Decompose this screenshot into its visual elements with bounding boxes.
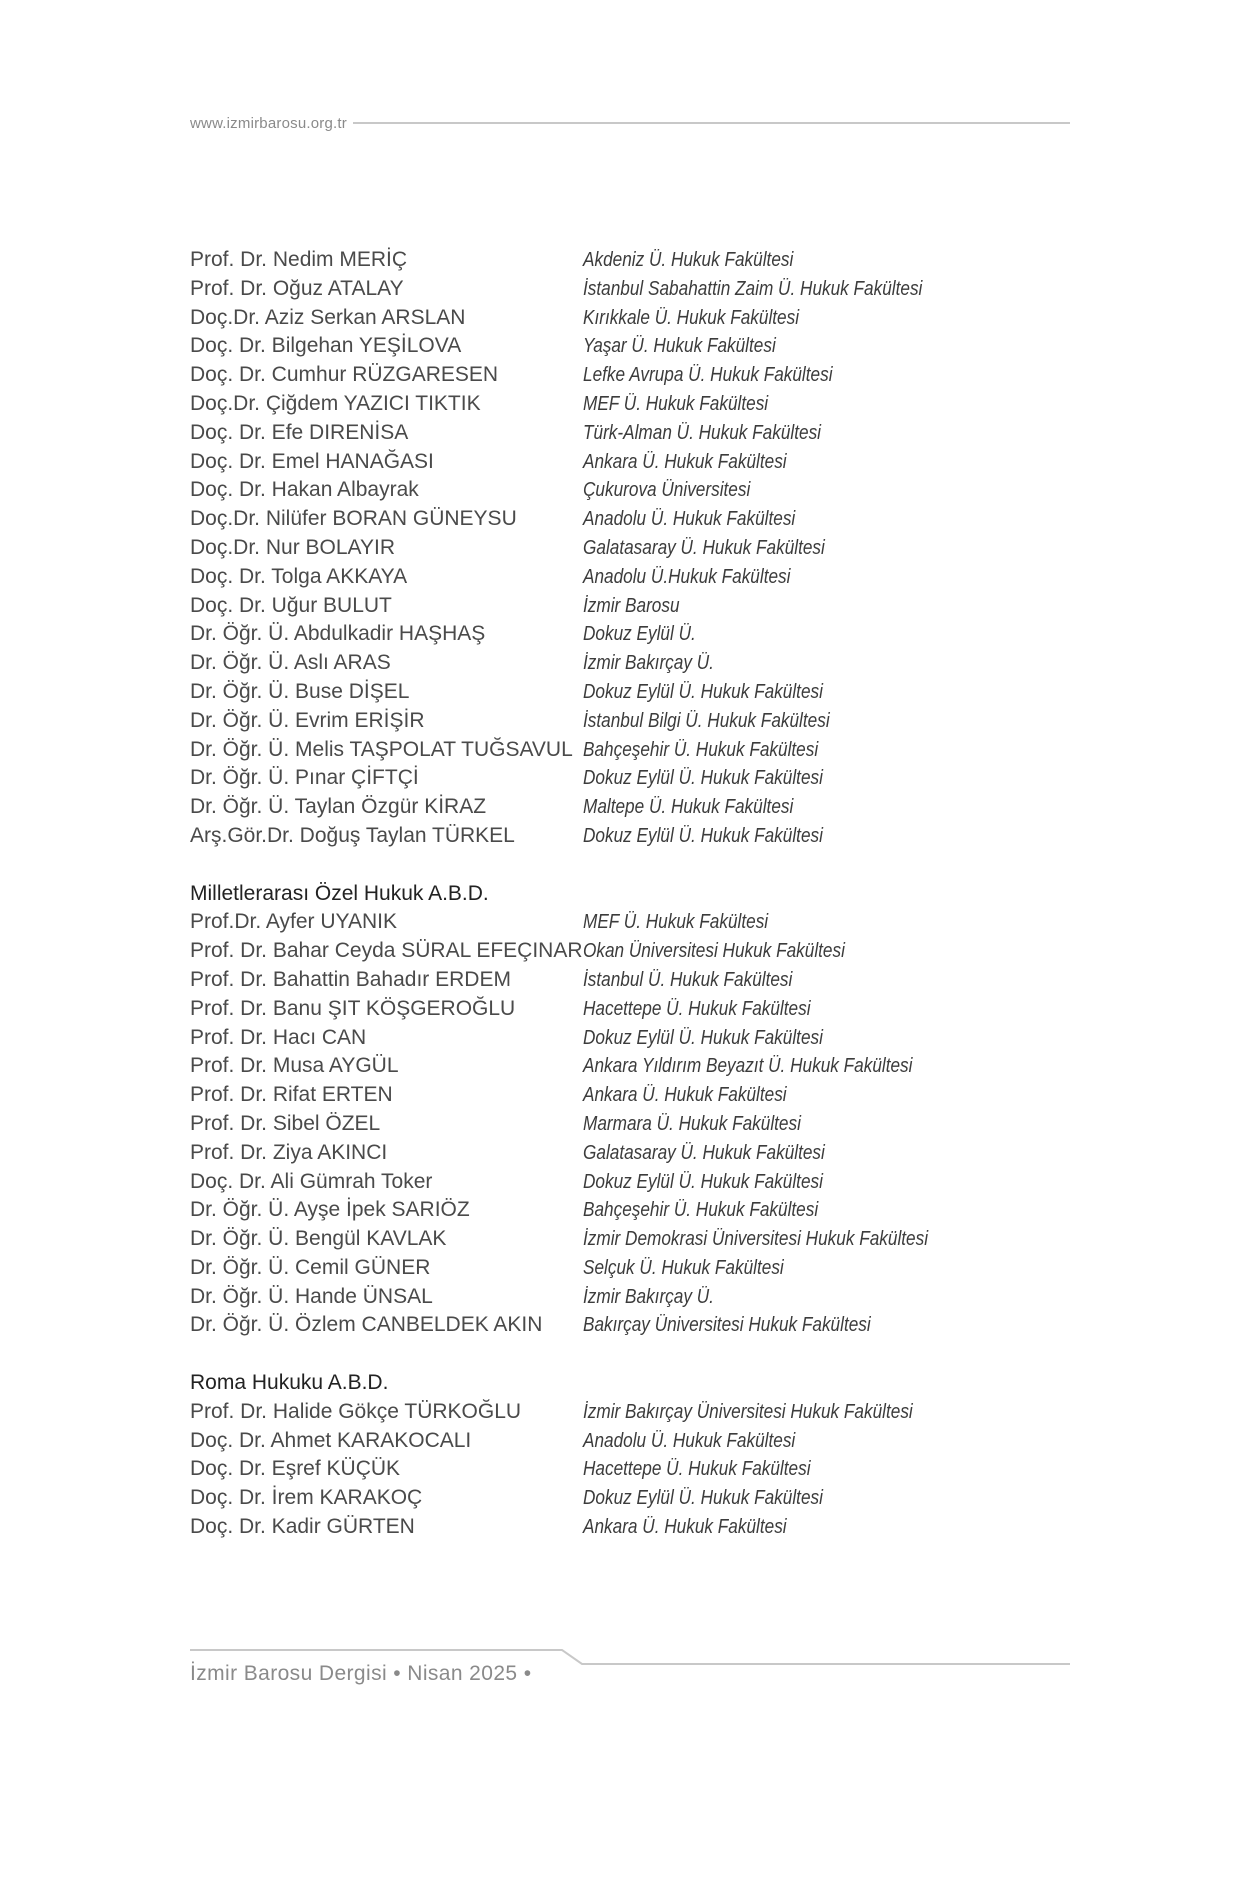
- member-affiliation: Okan Üniversitesi Hukuk Fakültesi: [583, 940, 845, 963]
- member-name: Dr. Öğr. Ü. Özlem CANBELDEK AKIN: [190, 1313, 543, 1337]
- list-item: [190, 995, 1070, 1024]
- list-item: [190, 793, 1070, 822]
- member-affiliation: Akdeniz Ü. Hukuk Fakültesi: [583, 249, 794, 271]
- list-item: [190, 1283, 1070, 1312]
- member-affiliation: İzmir Demokrasi Üniversitesi Hukuk Fakültesi: [583, 1228, 929, 1251]
- member-name: Dr. Öğr. Ü. Abdulkadir HAŞHAŞ: [190, 622, 486, 646]
- list-item: [190, 1513, 1070, 1542]
- member-affiliation: Selçuk Ü. Hukuk Fakültesi: [583, 1256, 784, 1279]
- list-item: [190, 620, 1070, 649]
- section-title: Roma Hukuku A.B.D.: [190, 1371, 389, 1395]
- member-name: Prof.Dr. Ayfer UYANIK: [190, 910, 397, 934]
- list-item: [190, 649, 1070, 678]
- member-name: Dr. Öğr. Ü. Bengül KAVLAK: [190, 1227, 447, 1251]
- list-item: [190, 1168, 1070, 1197]
- member-affiliation: Bahçeşehir Ü. Hukuk Fakültesi: [583, 738, 819, 761]
- member-affiliation: Ankara Ü. Hukuk Fakültesi: [583, 1084, 787, 1107]
- member-name: Doç. Dr. Cumhur RÜZGARESEN: [190, 363, 499, 387]
- member-name: Dr. Öğr. Ü. Evrim ERİŞİR: [190, 708, 425, 732]
- list-item: [190, 332, 1070, 361]
- footer-text: İzmir Barosu Dergisi • Nisan 2025 •: [190, 1662, 532, 1685]
- page-footer: [190, 1648, 1070, 1708]
- member-affiliation: Dokuz Eylül Ü.: [583, 623, 696, 646]
- page-header: [190, 112, 1070, 134]
- list-item: [190, 390, 1070, 419]
- list-item: [190, 534, 1070, 563]
- member-affiliation: Türk-Alman Ü. Hukuk Fakültesi: [583, 421, 822, 444]
- member-affiliation: Yaşar Ü. Hukuk Fakültesi: [583, 335, 776, 358]
- member-affiliation: İstanbul Sabahattin Zaim Ü. Hukuk Fakültesi: [583, 277, 923, 300]
- member-affiliation: Dokuz Eylül Ü. Hukuk Fakültesi: [583, 680, 823, 703]
- member-name: Dr. Öğr. Ü. Hande ÜNSAL: [190, 1284, 433, 1308]
- member-name: Dr. Öğr. Ü. Ayşe İpek SARIÖZ: [190, 1198, 470, 1222]
- member-affiliation: İzmir Bakırçay Üniversitesi Hukuk Fakültesi: [583, 1400, 913, 1423]
- member-affiliation: İzmir Barosu: [583, 594, 680, 617]
- member-affiliation: Ankara Ü. Hukuk Fakültesi: [583, 1516, 787, 1539]
- member-name: Doç. Dr. Ali Gümrah Toker: [190, 1169, 433, 1193]
- member-name: Doç.Dr. Nilüfer BORAN GÜNEYSU: [190, 507, 517, 531]
- header-url: www.izmirbarosu.org.tr: [190, 114, 347, 132]
- member-name: Dr. Öğr. Ü. Taylan Özgür KİRAZ: [190, 795, 487, 819]
- list-item: [190, 419, 1070, 448]
- member-affiliation: Anadolu Ü. Hukuk Fakültesi: [583, 508, 796, 531]
- list-item: [190, 1311, 1070, 1340]
- member-affiliation: Kırıkkale Ü. Hukuk Fakültesi: [583, 306, 800, 329]
- list-item: [190, 1081, 1070, 1110]
- member-name: Prof. Dr. Halide Gökçe TÜRKOĞLU: [190, 1399, 522, 1423]
- member-name: Doç.Dr. Çiğdem YAZICI TIKTIK: [190, 391, 481, 415]
- list-item: [190, 1427, 1070, 1456]
- list-item: [190, 361, 1070, 390]
- member-name: Doç.Dr. Aziz Serkan ARSLAN: [190, 305, 466, 329]
- list-item: [190, 822, 1070, 851]
- member-name: Doç. Dr. Ahmet KARAKOCALI: [190, 1428, 472, 1452]
- member-affiliation: MEF Ü. Hukuk Fakültesi: [583, 911, 769, 934]
- member-name: Doç. Dr. Hakan Albayrak: [190, 478, 419, 502]
- member-affiliation: Ankara Yıldırım Beyazıt Ü. Hukuk Fakültesi: [583, 1055, 913, 1078]
- member-affiliation: Bahçeşehir Ü. Hukuk Fakültesi: [583, 1199, 819, 1222]
- member-name: Prof. Dr. Musa AYGÜL: [190, 1054, 399, 1078]
- member-name: Arş.Gör.Dr. Doğuş Taylan TÜRKEL: [190, 823, 515, 847]
- member-affiliation: İzmir Bakırçay Ü.: [583, 1285, 714, 1308]
- member-name: Prof. Dr. Oğuz ATALAY: [190, 276, 404, 300]
- member-name: Prof. Dr. Sibel ÖZEL: [190, 1111, 381, 1135]
- member-affiliation: Maltepe Ü. Hukuk Fakültesi: [583, 796, 794, 819]
- member-name: Doç. Dr. İrem KARAKOÇ: [190, 1486, 423, 1510]
- member-name: Dr. Öğr. Ü. Pınar ÇİFTÇİ: [190, 766, 419, 790]
- list-item: [190, 1254, 1070, 1283]
- list-item: [190, 1398, 1070, 1427]
- list-item: [190, 275, 1070, 304]
- member-name: Prof. Dr. Banu ŞIT KÖŞGEROĞLU: [190, 996, 516, 1020]
- list-item: [190, 592, 1070, 621]
- member-name: Prof. Dr. Rifat ERTEN: [190, 1083, 393, 1107]
- list-item: [190, 736, 1070, 765]
- member-name: Doç. Dr. Bilgehan YEŞİLOVA: [190, 334, 462, 358]
- section-title: Milletlerarası Özel Hukuk A.B.D.: [190, 881, 489, 905]
- member-name: Dr. Öğr. Ü. Aslı ARAS: [190, 651, 391, 675]
- member-affiliation: Galatasaray Ü. Hukuk Fakültesi: [583, 536, 825, 559]
- member-name: Dr. Öğr. Ü. Cemil GÜNER: [190, 1255, 431, 1279]
- member-name: Doç.Dr. Nur BOLAYIR: [190, 535, 395, 559]
- member-affiliation: Hacettepe Ü. Hukuk Fakültesi: [583, 997, 811, 1020]
- list-item: [190, 476, 1070, 505]
- member-name: Doç. Dr. Efe DIRENİSA: [190, 420, 409, 444]
- member-affiliation: Bakırçay Üniversitesi Hukuk Fakültesi: [583, 1314, 871, 1337]
- list-item: [190, 1196, 1070, 1225]
- member-list: [190, 246, 1070, 1542]
- member-affiliation: Hacettepe Ü. Hukuk Fakültesi: [583, 1458, 811, 1481]
- member-affiliation: İstanbul Ü. Hukuk Fakültesi: [583, 968, 793, 991]
- member-affiliation: Dokuz Eylül Ü. Hukuk Fakültesi: [583, 1026, 823, 1049]
- member-name: Prof. Dr. Bahattin Bahadır ERDEM: [190, 967, 511, 991]
- list-item: [190, 764, 1070, 793]
- member-affiliation: Marmara Ü. Hukuk Fakültesi: [583, 1112, 801, 1135]
- header-rule: [353, 122, 1070, 124]
- member-affiliation: Anadolu Ü.Hukuk Fakültesi: [583, 565, 791, 588]
- list-item: [190, 1024, 1070, 1053]
- member-affiliation: Anadolu Ü. Hukuk Fakültesi: [583, 1429, 796, 1452]
- list-item: [190, 1052, 1070, 1081]
- list-item: [190, 505, 1070, 534]
- list-item: [190, 678, 1070, 707]
- member-affiliation: İstanbul Bilgi Ü. Hukuk Fakültesi: [583, 709, 830, 732]
- member-name: Doç. Dr. Eşref KÜÇÜK: [190, 1457, 401, 1481]
- list-item: [190, 246, 1070, 275]
- list-item: [190, 563, 1070, 592]
- list-item: [190, 448, 1070, 477]
- member-name: Doç. Dr. Tolga AKKAYA: [190, 564, 408, 588]
- list-item: [190, 1110, 1070, 1139]
- member-affiliation: Çukurova Üniversitesi: [583, 479, 751, 502]
- list-item: [190, 1455, 1070, 1484]
- member-affiliation: Dokuz Eylül Ü. Hukuk Fakültesi: [583, 824, 823, 847]
- member-name: Dr. Öğr. Ü. Melis TAŞPOLAT TUĞSAVUL: [190, 737, 573, 761]
- list-item: [190, 908, 1070, 937]
- member-name: Dr. Öğr. Ü. Buse DİŞEL: [190, 679, 410, 703]
- list-item: [190, 1484, 1070, 1513]
- member-name: Prof. Dr. Ziya AKINCI: [190, 1140, 388, 1164]
- member-affiliation: Lefke Avrupa Ü. Hukuk Fakültesi: [583, 364, 833, 387]
- member-affiliation: Dokuz Eylül Ü. Hukuk Fakültesi: [583, 1487, 823, 1510]
- member-name: Prof. Dr. Bahar Ceyda SÜRAL EFEÇINAR: [190, 939, 583, 963]
- member-affiliation: İzmir Bakırçay Ü.: [583, 652, 714, 675]
- member-affiliation: Galatasaray Ü. Hukuk Fakültesi: [583, 1141, 825, 1164]
- list-item: [190, 1225, 1070, 1254]
- member-name: Prof. Dr. Hacı CAN: [190, 1025, 367, 1049]
- member-affiliation: MEF Ü. Hukuk Fakültesi: [583, 392, 769, 415]
- member-name: Doç. Dr. Uğur BULUT: [190, 593, 392, 617]
- member-affiliation: Dokuz Eylül Ü. Hukuk Fakültesi: [583, 767, 823, 790]
- list-item: [190, 937, 1070, 966]
- member-affiliation: Ankara Ü. Hukuk Fakültesi: [583, 450, 787, 473]
- member-name: Doç. Dr. Kadir GÜRTEN: [190, 1515, 415, 1539]
- member-name: Prof. Dr. Nedim MERİÇ: [190, 248, 408, 271]
- list-item: [190, 304, 1070, 333]
- list-item: [190, 707, 1070, 736]
- list-item: [190, 1139, 1070, 1168]
- member-name: Doç. Dr. Emel HANAĞASI: [190, 449, 434, 473]
- member-affiliation: Dokuz Eylül Ü. Hukuk Fakültesi: [583, 1170, 823, 1193]
- list-item: [190, 966, 1070, 995]
